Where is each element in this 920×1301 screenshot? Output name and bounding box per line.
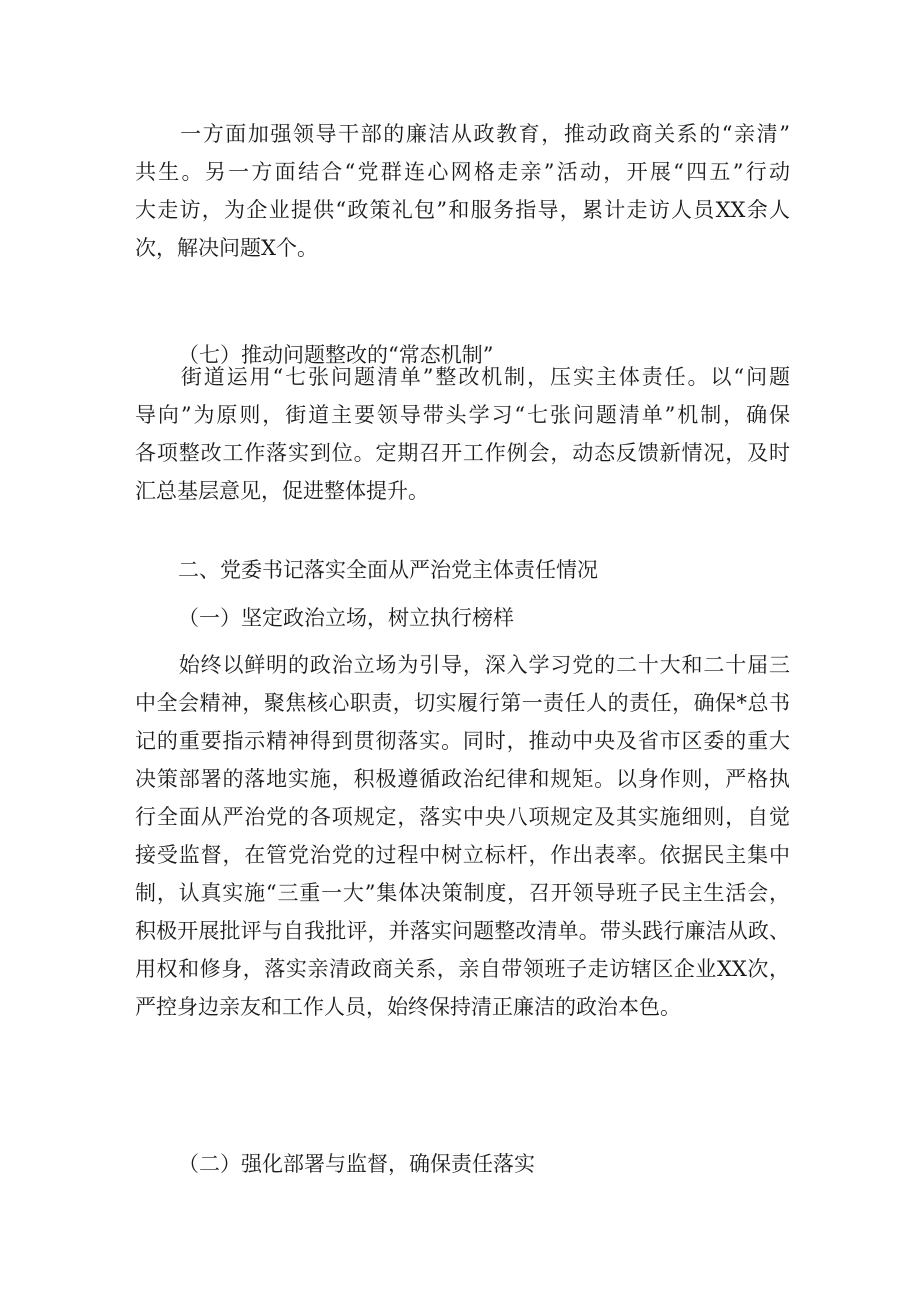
paragraph-line: 接受监督，在管党治党的过程中树立标杆，作出表率。依据民主集中 <box>135 843 790 867</box>
paragraph-line: 次，解决问题X个。 <box>135 236 318 260</box>
paragraph-line: 一方面加强领导干部的廉洁从政教育，推动政商关系的“亲清” <box>135 122 790 146</box>
paragraph-line: 记的重要指示精神得到贯彻落实。同时，推动中央及省市区委的重大 <box>135 729 790 753</box>
paragraph-line: 中全会精神，聚焦核心职责，切实履行第一责任人的责任，确保*总书 <box>135 691 790 715</box>
paragraph-line: 决策部署的落地实施，积极遵循政治纪律和规矩。以身作则，严格执 <box>135 767 790 791</box>
paragraph-problem-rectification <box>135 358 790 510</box>
paragraph-line: 导向”为原则，街道主要领导带头学习“七张问题清单”机制，确保 <box>135 403 790 427</box>
paragraph-line: 行全面从严治党的各项规定，落实中央八项规定及其实施细则，自觉 <box>135 805 790 829</box>
subheading-seven: （七）推动问题整改的“常态机制” <box>178 343 494 367</box>
section-heading-two: 二、党委书记落实全面从严治党主体责任情况 <box>178 558 598 582</box>
paragraph-line: 汇总基层意见，促进整体提升。 <box>135 479 429 503</box>
paragraph-line: 各项整改工作落实到位。定期召开工作例会，动态反馈新情况，及时 <box>135 441 790 465</box>
paragraph-line: 严控身边亲友和工作人员，始终保持清正廉洁的政治本色。 <box>135 995 681 1019</box>
paragraph-line: 大走访，为企业提供“政策礼包”和服务指导，累计走访人员XX余人 <box>135 198 790 222</box>
subheading-two-one: （一）坚定政治立场，树立执行榜样 <box>178 606 514 630</box>
paragraph-line: 始终以鲜明的政治立场为引导，深入学习党的二十大和二十届三 <box>135 653 790 677</box>
paragraph-clean-politics <box>135 115 790 267</box>
paragraph-line: 积极开展批评与自我批评，并落实问题整改清单。带头践行廉洁从政、 <box>135 919 790 943</box>
paragraph-political-stance <box>135 646 790 1026</box>
paragraph-line: 共生。另一方面结合“党群连心网格走亲”活动，开展“四五”行动 <box>135 160 790 184</box>
subheading-two-two: （二）强化部署与监督，确保责任落实 <box>178 1152 535 1176</box>
paragraph-line: 街道运用“七张问题清单”整改机制，压实主体责任。以“问题 <box>135 365 790 389</box>
paragraph-line: 制，认真实施“三重一大”集体决策制度，召开领导班子民主生活会， <box>135 881 790 905</box>
paragraph-line: 用权和修身，落实亲清政商关系，亲自带领班子走访辖区企业XX次， <box>135 957 790 981</box>
